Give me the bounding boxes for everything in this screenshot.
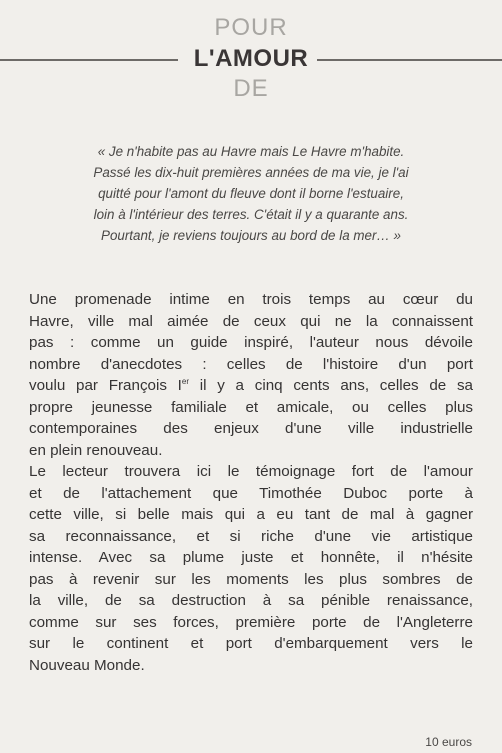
quote-line: loin à l'intérieur des terres. C'était il y a quarante ans. [93, 207, 409, 222]
body-line: cette ville, si belle mais qui a eu tant de mal à gagner [29, 506, 473, 523]
body-line: sur le continent et port d'embarquement vers le [29, 635, 473, 652]
blurb-body [29, 289, 473, 676]
body-line: en plein renouveau. [29, 441, 163, 459]
quote-line: quitté pour l'amont du fleuve dont il borne l'estuaire, [98, 186, 404, 201]
epigraph-quote [30, 141, 472, 246]
body-line: Une promenade intime en trois temps au cœur du [29, 291, 473, 308]
body-line: propre jeunesse familiale et amicale, ou celles plus [29, 398, 473, 416]
quote-line: « Je n'habite pas au Havre mais Le Havre m'habite. [97, 144, 405, 159]
body-line: nombre d'anecdotes : celles de l'histoire d'un port [29, 355, 473, 373]
title-pour: POUR [214, 14, 288, 41]
body-line: et de l'attachement que Timothée Duboc porte à [29, 484, 473, 502]
body-line-suffix: il y a cinq cents ans, celles de sa [199, 377, 473, 394]
price-label: 10 euros [425, 735, 472, 749]
body-line: comme sur ses forces, première porte de l'Angleterre [29, 613, 473, 631]
body-line: intense. Avec sa plume juste et honnête, il n'hésite [29, 549, 473, 566]
quote-line: Passé les dix-huit premières années de ma vie, je l'ai [93, 165, 409, 180]
title-main-row [0, 44, 502, 74]
body-line-francois [29, 375, 473, 397]
title-de: DE [233, 75, 269, 102]
body-line: Nouveau Monde. [29, 656, 145, 674]
body-line: Le lecteur trouvera ici le témoignage fort de l'amour [29, 463, 473, 480]
quote-line: Pourtant, je reviens toujours au bord de la mer… » [101, 228, 401, 243]
body-line: pas à revenir sur les moments les plus sombres de [29, 570, 473, 588]
body-line: Havre, ville mal aimée de ceux qui ne la connaissent [29, 312, 473, 330]
body-line: la ville, de sa destruction à sa pénible renaissance, [29, 592, 473, 609]
body-line: sa reconnaissance, et si riche d'une vie artistique [29, 527, 473, 545]
title-lamour: L'AMOUR [193, 45, 309, 72]
body-line: contemporaines des enjeux d'une ville industrielle [29, 420, 473, 437]
title-rule-right [317, 59, 502, 61]
body-line-prefix: voulu par François I [29, 377, 182, 394]
title-block [0, 16, 502, 101]
body-line: pas : comme un guide inspiré, l'auteur nous dévoile [29, 334, 473, 351]
ordinal-superscript: er [181, 376, 190, 386]
